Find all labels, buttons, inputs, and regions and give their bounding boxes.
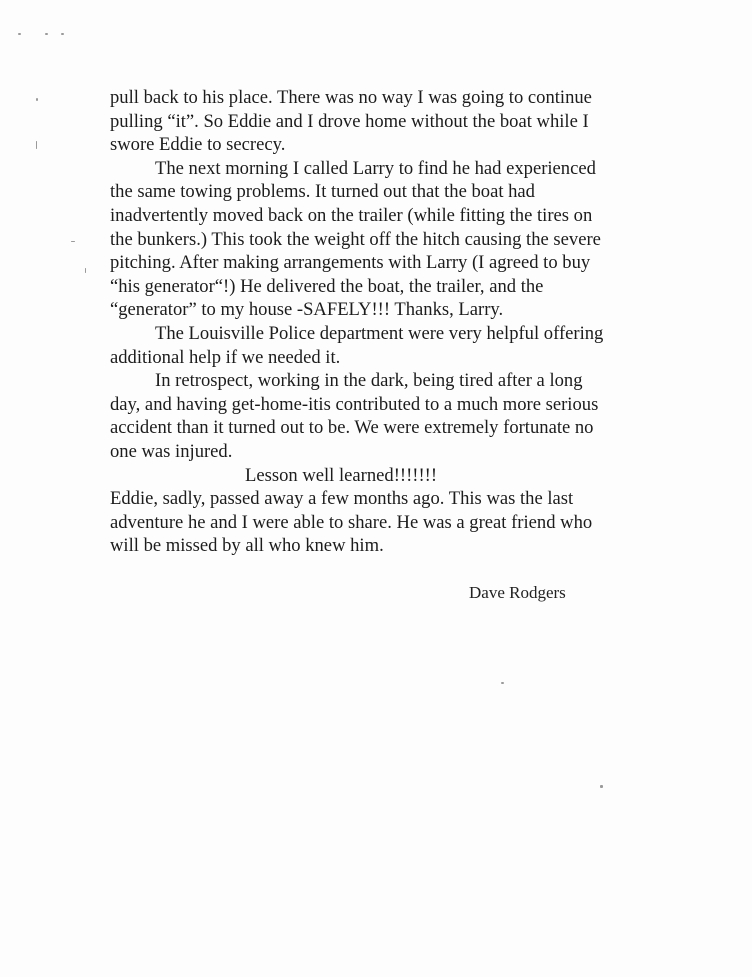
scan-speck [85, 268, 86, 273]
body-line: pull back to his place. There was no way I was going to continue [110, 87, 592, 108]
scan-speck [501, 682, 504, 684]
body-line: additional help if we needed it. [110, 346, 341, 368]
scan-speck [45, 33, 48, 35]
body-line: adventure he and I were able to share. He was a great friend who [110, 511, 593, 533]
scan-speck [600, 785, 603, 788]
paragraph-start-line: The Louisville Police department were very helpful offering [155, 322, 604, 344]
scan-speck [61, 33, 64, 35]
body-line: the bunkers.) This took the weight off the hitch causing the severe [110, 228, 601, 250]
author-signature: Dave Rodgers [469, 583, 566, 602]
body-line: day, and having get-home-itis contributed to a much more serious [110, 393, 599, 415]
body-line: pulling “it”. So Eddie and I drove home without the boat while I [110, 110, 589, 132]
letter-body [110, 86, 655, 558]
body-line: accident than it turned out to be. We were extremely fortunate no [110, 417, 594, 439]
body-line: “generator” to my house -SAFELY!!! Thanks, Larry. [110, 299, 504, 321]
body-line: inadvertently moved back on the trailer (while fitting the tires on [110, 204, 593, 226]
scan-speck [18, 33, 21, 35]
body-line: swore Eddie to secrecy. [110, 134, 286, 156]
body-line: “his generator“!) He delivered the boat, the trailer, and the [110, 275, 544, 297]
body-line: will be missed by all who knew him. [110, 535, 384, 557]
paragraph-start-line: In retrospect, working in the dark, being tired after a long [155, 370, 583, 392]
scan-speck [36, 141, 37, 149]
body-line: pitching. After making arrangements with Larry (I agreed to buy [110, 252, 591, 274]
scan-speck [36, 98, 38, 101]
body-line: Eddie, sadly, passed away a few months ago. This was the last [110, 488, 574, 510]
body-line: one was injured. [110, 440, 233, 462]
lesson-line: Lesson well learned!!!!!!! [245, 464, 438, 486]
paragraph-start-line: The next morning I called Larry to find he had experienced [155, 157, 596, 179]
body-line: the same towing problems. It turned out that the boat had [110, 181, 535, 203]
scan-speck [71, 241, 75, 242]
